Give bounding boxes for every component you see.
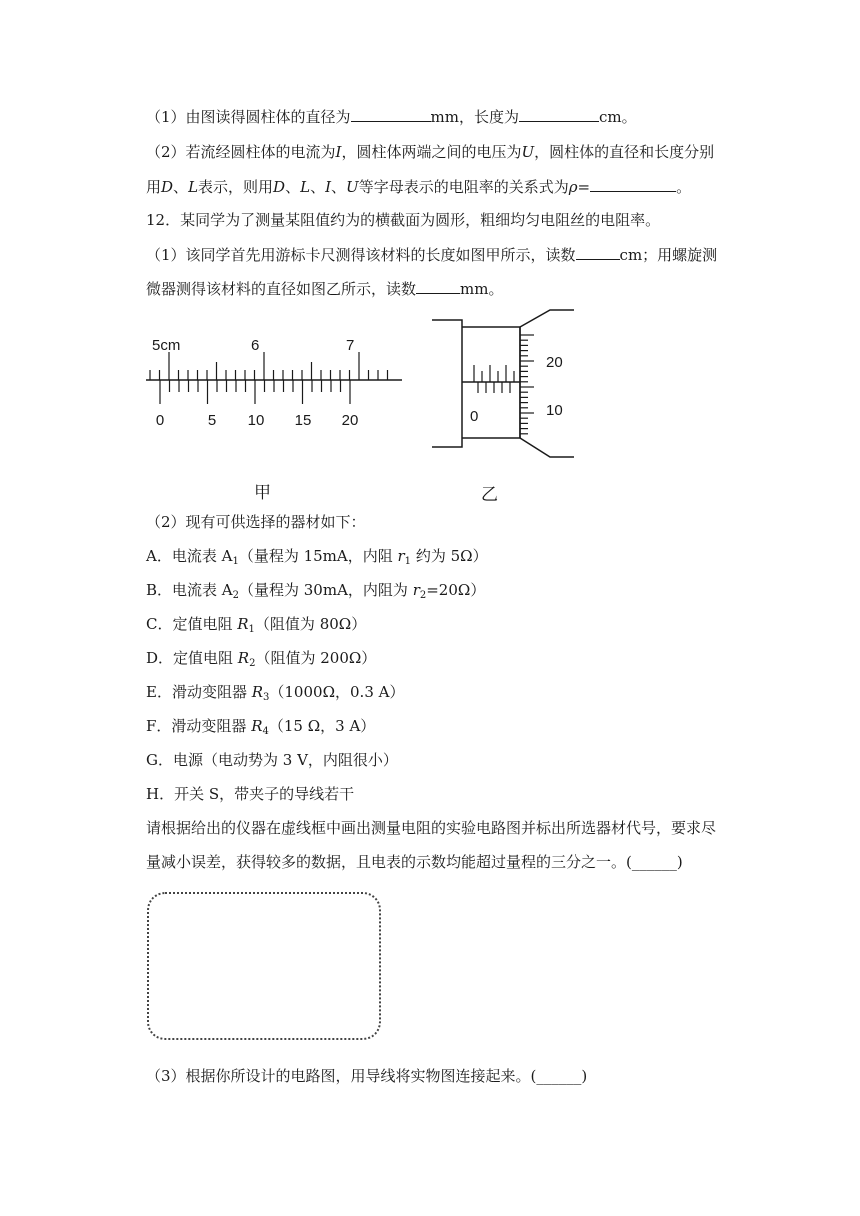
micrometer-thimble-top (520, 310, 574, 327)
caliper-main-label-5cm: 5cm (152, 337, 181, 354)
caliper-vernier-label-10: 10 (247, 412, 265, 429)
vernier-caliper-figure (140, 330, 410, 430)
caliper-vernier-label-0: 0 (155, 412, 165, 429)
answer-blank-diameter[interactable] (351, 106, 431, 122)
q12-title: 12．某同学为了测量某阻值约为的横截面为圆形，粗细均匀电阻丝的电阻率。 (146, 211, 661, 229)
micrometer-figure (428, 305, 588, 465)
micrometer-frame (432, 320, 462, 447)
q12-part3: （3）根据你所设计的电路图，用导线将实物图连接起来。(______) (146, 1067, 588, 1085)
caliper-vernier-label-15: 15 (294, 412, 312, 429)
micrometer-sleeve-ticks (474, 365, 514, 393)
answer-blank-resistivity[interactable] (590, 176, 676, 192)
equipment-item-E: E．滑动变阻器 $R_3(1000\Omega$，0.3 A） (146, 683, 405, 703)
micrometer-sleeve-label-0: 0 (470, 408, 479, 425)
q12-part1-line2: 微器测得该材料的直径如图乙所示，读数 mm。 (146, 280, 504, 298)
figure-caption-jia: 甲 (254, 483, 271, 503)
micrometer-thimble-label-10: 10 (546, 402, 563, 419)
caliper-vernier-label-5: 5 (207, 412, 217, 429)
equipment-item-H: H．开关 S，带夹子的导线若干 (146, 785, 355, 803)
micrometer-thimble-bottom (520, 438, 574, 457)
q11-part2-line1: （2）若流经圆柱体的电流为I，圆柱体两端之间的电压为U，圆柱体的直径和长度分别 (146, 143, 715, 161)
equipment-item-C: C．定值电阻 $R_1$（阻值为 80Ω） (146, 615, 367, 635)
answer-blank-caliper-reading[interactable] (576, 244, 620, 260)
caliper-main-label-6: 6 (251, 337, 260, 354)
micrometer-thimble-label-20: 20 (546, 354, 563, 371)
q12-requirement-line2: 量减小误差，获得较多的数据，且电表的示数均能超过量程的三分之一。(______) (146, 853, 683, 871)
caliper-vernier-scale-ticks (160, 380, 350, 404)
micrometer-thimble-ticks (520, 335, 534, 434)
equipment-item-F: F．滑动变阻器 $R_4(15$ Ω，3 A） (146, 717, 376, 737)
circuit-drawing-box[interactable] (147, 892, 381, 1040)
caliper-vernier-label-20: 20 (341, 412, 359, 429)
q12-part2-intro: （2）现有可供选择的器材如下： (146, 513, 366, 531)
answer-blank-micrometer-reading[interactable] (416, 278, 460, 294)
equipment-item-A: A．电流表 $A_1$（量程为 15mA，内阻 $r_1$ 约为 5Ω） (146, 547, 488, 567)
figure-caption-yi: 乙 (481, 485, 498, 505)
q12-part1-line1: （1）该同学首先用游标卡尺测得该材料的长度如图甲所示，读数 cm；用螺旋测 (146, 246, 718, 264)
equipment-item-G: G．电源（电动势为 3 V，内阻很小） (146, 751, 398, 769)
q11-part1: （1）由图读得圆柱体的直径为 mm，长度为 cm。 (146, 108, 637, 126)
answer-blank-length[interactable] (519, 106, 599, 122)
caliper-main-label-7: 7 (346, 337, 355, 354)
caliper-main-scale-ticks (150, 352, 388, 380)
equipment-item-B: B．电流表 $A_2$（量程为 30mA，内阻为 $r_2=20\Omega$） (146, 581, 486, 601)
equipment-item-D: D．定值电阻 $R_2$（阻值为 200Ω） (146, 649, 377, 669)
q11-part2-line2: 用D、L表示，则用D、L、I、U等字母表示的电阻率的关系式为ρ= 。 (146, 178, 692, 196)
q12-requirement-line1: 请根据给出的仪器在虚线框中画出测量电阻的实验电路图并标出所选器材代号，要求尽 (146, 819, 717, 837)
